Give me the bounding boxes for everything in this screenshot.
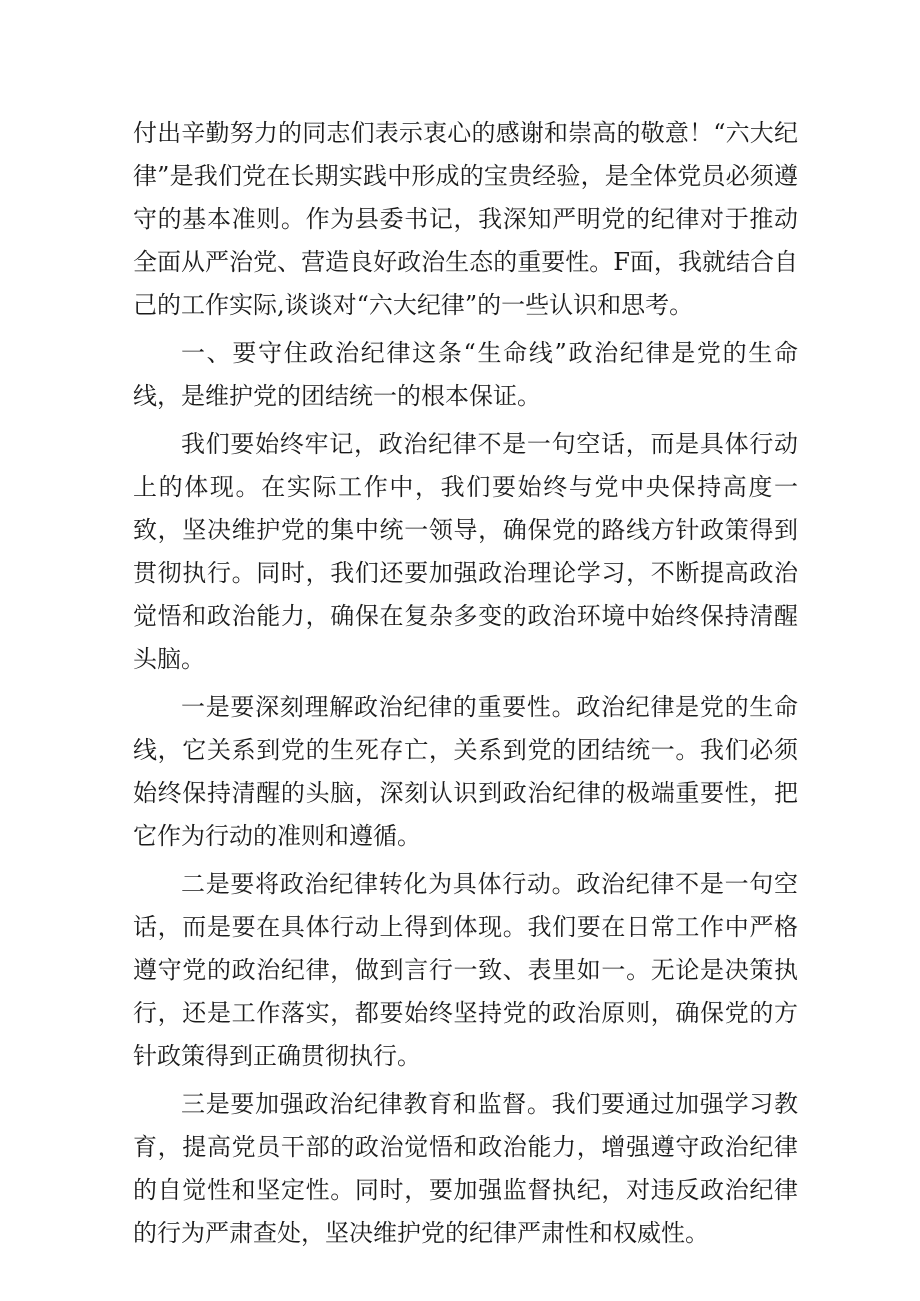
paragraph-5: 二是要将政治纪律转化为具体行动。政治纪律不是一句空话，而是要在具体行动上得到体现。我们要在日常工作中严格遵守党的政治纪律，做到言行一致、表里如一。无论是决策执行，还是工作落实，都要始终坚持党的政治原则，确保党的方针政策得到正确贯彻执行。 <box>133 870 798 1070</box>
paragraph-1: 付出辛勤努力的同志们表示衷心的感谢和崇高的敬意！“六大纪律”是我们党在长期实践中形成的宝贵经验，是全体党员必须遵守的基本准则。作为县委书记，我深知严明党的纪律对于推动全面从严治党、营造良好政治生态的重要性。F面，我就结合自己的工作实际,谈谈对“六大纪律”的一些认识和思考。 <box>133 119 798 319</box>
paragraph-4: 一是要深刻理解政治纪律的重要性。政治纪律是党的生命线，它关系到党的生死存亡，关系到党的团结统一。我们必须始终保持清醒的头脑，深刻认识到政治纪律的极端重要性，把它作为行动的准则和遵循。 <box>133 693 798 850</box>
paragraph-3: 我们要始终牢记，政治纪律不是一句空话，而是具体行动上的体现。在实际工作中，我们要始终与党中央保持高度一致，坚决维护党的集中统一领导，确保党的路线方针政策得到贯彻执行。同时，我们还要加强政治理论学习，不断提高政治觉悟和政治能力，确保在复杂多变的政治环境中始终保持清醒头脑。 <box>133 430 798 673</box>
paragraph-6: 三是要加强政治纪律教育和监督。我们要通过加强学习教育，提高党员干部的政治觉悟和政治能力，增强遵守政治纪律的自觉性和坚定性。同时，要加强监督执纪，对违反政治纪律的行为严肃查处，坚决维护党的纪律严肃性和权威性。 <box>133 1090 798 1247</box>
paragraph-2: 一、要守住政治纪律这条“生命线”政治纪律是党的生命线，是维护党的团结统一的根本保证。 <box>133 339 798 410</box>
document-body <box>133 112 798 1260</box>
